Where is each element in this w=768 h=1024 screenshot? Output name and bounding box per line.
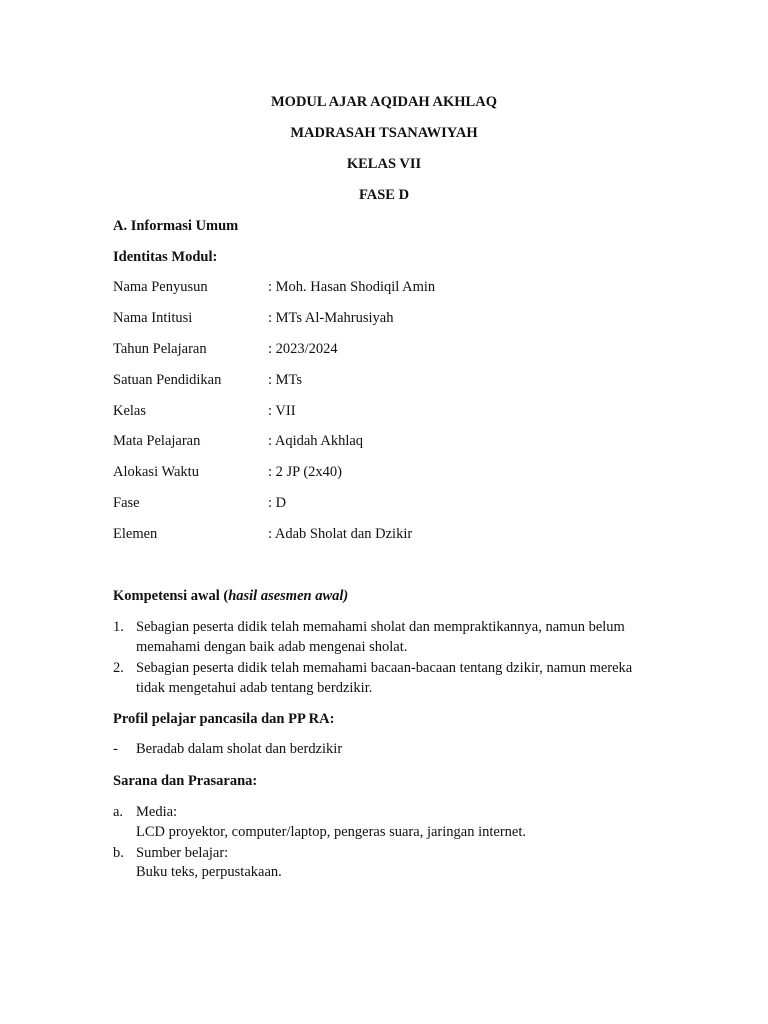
kompetensi-item-2-line-1: Sebagian peserta didik telah memahami bacaan-bacaan tentang dzikir, namun mereka xyxy=(136,660,633,676)
sarana-item-a-label: Media: xyxy=(136,804,178,820)
sarana-item-b-marker: b. xyxy=(113,845,124,861)
identity-value-elemen: : Adab Sholat dan Dzikir xyxy=(268,526,413,542)
identitas-modul-heading: Identitas Modul: xyxy=(113,249,218,265)
identity-label-fase: Fase xyxy=(113,495,140,511)
kompetensi-item-2-line-2: tidak mengetahui adab tentang berdzikir. xyxy=(136,680,373,696)
sarana-item-b-label: Sumber belajar: xyxy=(136,845,229,861)
profil-item-1-marker: - xyxy=(113,741,118,757)
identity-label-satuan: Satuan Pendidikan xyxy=(113,372,222,388)
kompetensi-heading xyxy=(113,586,348,606)
section-a-heading: A. Informasi Umum xyxy=(113,218,239,234)
kompetensi-item-1-line-1: Sebagian peserta didik telah memahami sholat dan mempraktikannya, namun belum xyxy=(136,619,625,635)
identity-value-kelas: : VII xyxy=(268,403,296,419)
kompetensi-heading-main: Kompetensi awal ( xyxy=(113,588,229,604)
kompetensi-item-1-line-2: memahami dengan baik adab mengenai sholat. xyxy=(136,639,408,655)
identity-label-mapel: Mata Pelajaran xyxy=(113,433,201,449)
identity-label-kelas: Kelas xyxy=(113,403,147,419)
identity-label-elemen: Elemen xyxy=(113,526,158,542)
identity-value-institusi: : MTs Al-Mahrusiyah xyxy=(268,310,394,326)
identity-value-mapel: : Aqidah Akhlaq xyxy=(268,433,364,449)
profil-heading: Profil pelajar pancasila dan PP RA: xyxy=(113,711,335,727)
identity-label-tahun: Tahun Pelajaran xyxy=(113,341,207,357)
identity-value-alokasi: : 2 JP (2x40) xyxy=(268,464,342,480)
sarana-item-b-detail: Buku teks, perpustakaan. xyxy=(136,864,282,880)
identity-label-institusi: Nama Intitusi xyxy=(113,310,193,326)
sarana-heading: Sarana dan Prasarana: xyxy=(113,773,258,789)
kompetensi-item-2-marker: 2. xyxy=(113,660,124,676)
identity-value-tahun: : 2023/2024 xyxy=(268,341,338,357)
identity-label-penyusun: Nama Penyusun xyxy=(113,279,208,295)
identity-value-satuan: : MTs xyxy=(268,372,303,388)
sarana-item-a-marker: a. xyxy=(113,804,124,820)
identity-value-fase: : D xyxy=(268,495,287,511)
document-title: MODUL AJAR AQIDAH AKHLAQ xyxy=(271,94,497,110)
profil-item-1-text: Beradab dalam sholat dan berdzikir xyxy=(136,741,343,757)
document-subtitle-fase: FASE D xyxy=(358,187,410,203)
kompetensi-item-1-marker: 1. xyxy=(113,619,124,635)
kompetensi-heading-italic: hasil asesmen awal) xyxy=(228,588,349,604)
sarana-item-a-detail: LCD proyektor, computer/laptop, pengeras suara, jaringan internet. xyxy=(136,824,526,840)
identity-value-penyusun: : Moh. Hasan Shodiqil Amin xyxy=(268,279,436,295)
document-subtitle-kelas: KELAS VII xyxy=(346,156,422,172)
identity-label-alokasi: Alokasi Waktu xyxy=(113,464,199,480)
document-subtitle-madrasah: MADRASAH TSANAWIYAH xyxy=(290,125,478,141)
